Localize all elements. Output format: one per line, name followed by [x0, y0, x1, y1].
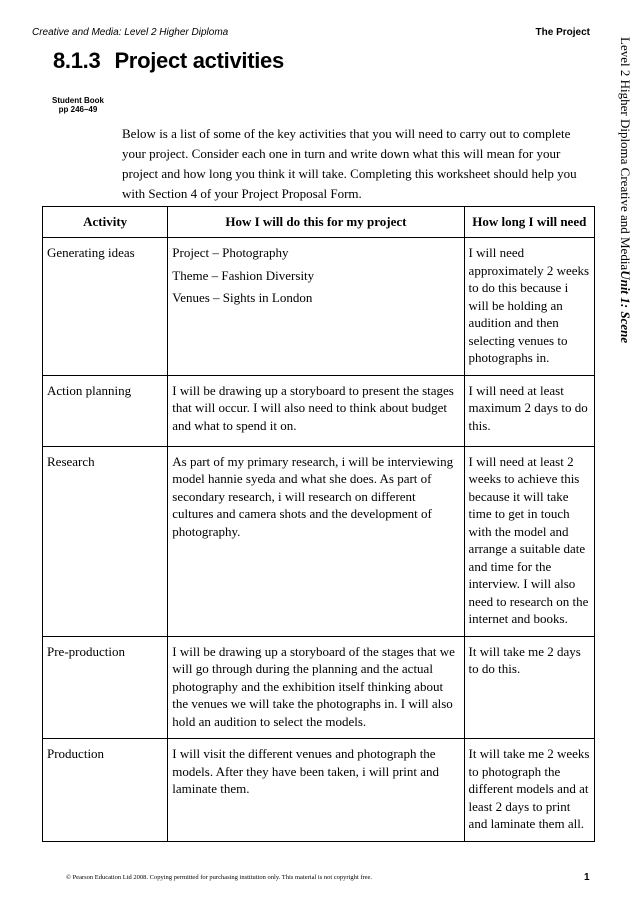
how-line: Project – Photography [172, 245, 289, 260]
how-cell [168, 238, 464, 376]
activity-cell: Research [43, 446, 168, 636]
time-cell: I will need at least 2 weeks to achieve this because it will take time to get in touch with the model and arrange a suitable date and time for the interview. I will also need to research on the internet and books. [464, 446, 594, 636]
student-book-pages: pp 246–49 [58, 105, 98, 114]
section-title: Project activities [114, 48, 284, 73]
running-header-left: Creative and Media: Level 2 Higher Diploma [32, 27, 229, 38]
table-row [43, 739, 595, 842]
page-title [53, 48, 284, 74]
activity-cell: Generating ideas [43, 238, 168, 376]
table-row [43, 636, 595, 739]
how-cell: I will be drawing up a storyboard of the stages that we will go through during the planning and the actual photography and the exhibition itself thinking about the venues we will take the photographs in. I will also hold an audition to select the models. [168, 636, 464, 739]
time-cell: It will take me 2 weeks to photograph the different models and at least 2 days to print and laminate them all. [464, 739, 594, 842]
student-book-label: Student Book [52, 96, 104, 105]
how-line: Venues – Sights in London [172, 290, 313, 305]
running-header-right: The Project [535, 27, 590, 38]
column-header-how: How I will do this for my project [168, 207, 464, 238]
table-row [43, 238, 595, 376]
side-tab-text: Level 2 Higher Diploma Creative and Media [618, 37, 633, 271]
time-cell: I will need at least maximum 2 days to do this. [464, 375, 594, 446]
activities-table [42, 206, 595, 842]
side-tab-unit: Unit 1: Scene [618, 270, 633, 344]
column-header-time: How long I will need [464, 207, 594, 238]
time-cell: It will take me 2 days to do this. [464, 636, 594, 739]
activity-cell: Action planning [43, 375, 168, 446]
table-header-row [43, 207, 595, 238]
section-number: 8.1.3 [53, 48, 101, 73]
table-row [43, 446, 595, 636]
time-cell: I will need approximately 2 weeks to do this because i will be holding an audition and then selecting venues to photographs in. [464, 238, 594, 376]
how-cell: As part of my primary research, i will be interviewing model hannie syeda and what she does. As part of secondary research, i will research on different cultures and camera shots and the development of photography. [168, 446, 464, 636]
how-cell: I will be drawing up a storyboard to present the stages that will occur. I will also need to think about budget and what to spend it on. [168, 375, 464, 446]
how-line: Theme – Fashion Diversity [172, 267, 315, 283]
copyright-footer: © Pearson Education Ltd 2008. Copying permitted for purchasing institution only. This material is not copyright free. [66, 874, 373, 881]
student-book-reference [48, 96, 108, 114]
table-row [43, 375, 595, 446]
page-number: 1 [584, 872, 590, 883]
column-header-activity: Activity [43, 207, 168, 238]
side-tab [617, 37, 633, 343]
activity-cell: Pre-production [43, 636, 168, 739]
intro-paragraph: Below is a list of some of the key activities that you will need to carry out to complete your project. Consider each one in turn and write down what this will mean for your project and how long you think it will take. Completing this worksheet should help you with Section 4 of your Project Proposal Form. [122, 126, 577, 201]
activity-cell: Production [43, 739, 168, 842]
how-cell: I will visit the different venues and photograph the models. After they have been taken, i will print and laminate them. [168, 739, 464, 842]
